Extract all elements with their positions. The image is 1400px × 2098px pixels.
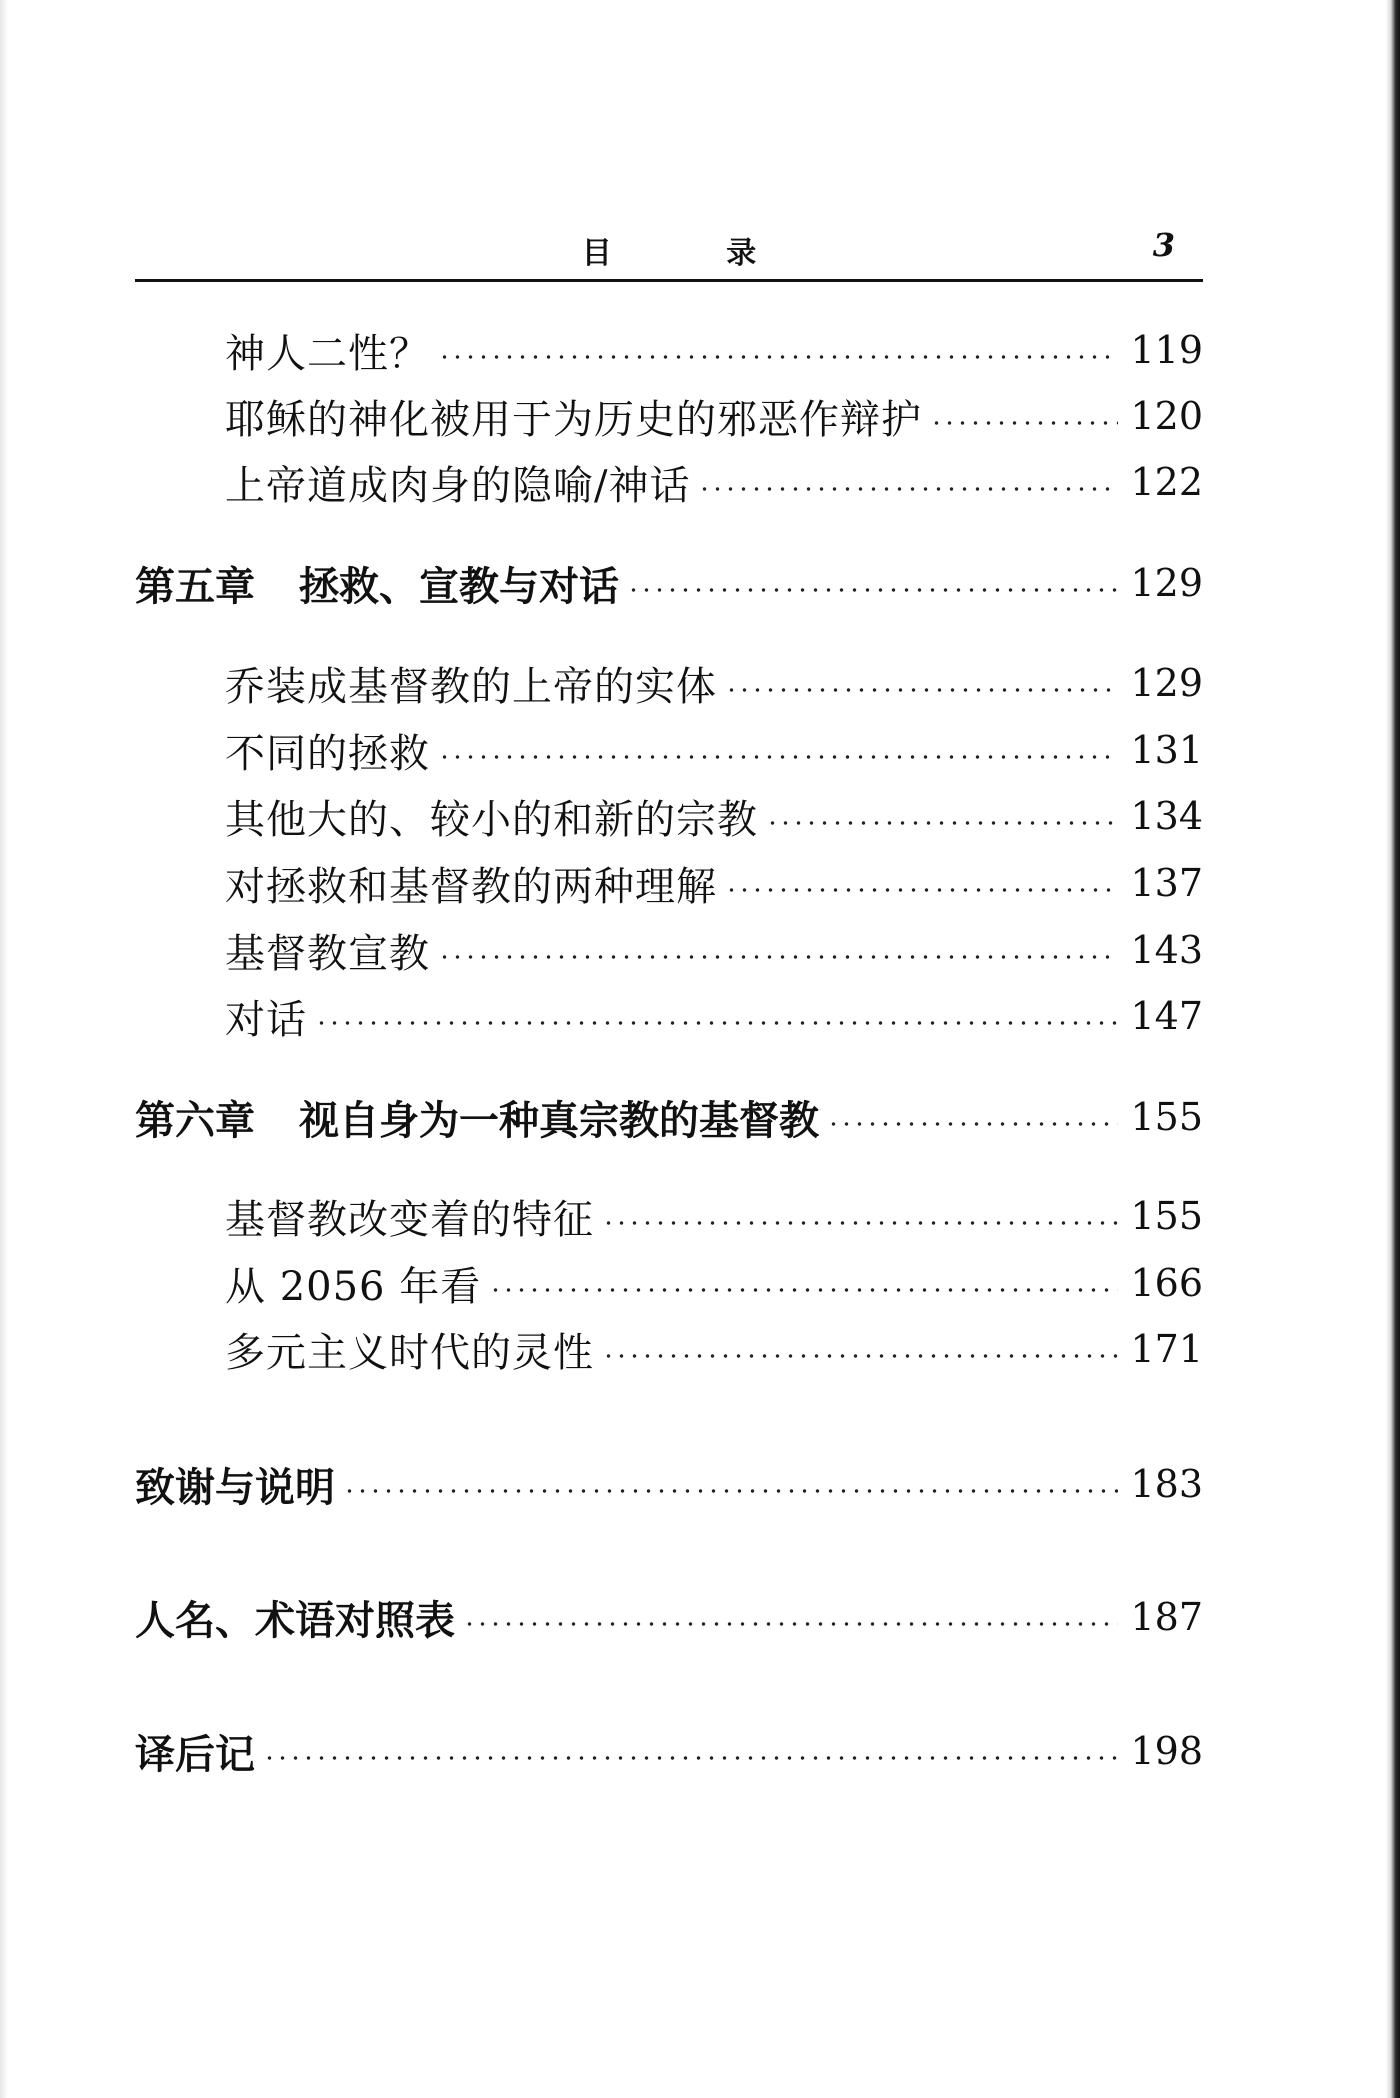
toc-entry[interactable]	[225, 653, 1203, 713]
toc-entry-label: 多元主义时代的灵性	[225, 1329, 594, 1376]
toc-entry-label: 译后记	[135, 1731, 255, 1778]
toc-entry-label: 基督教宣教	[225, 930, 430, 977]
header-rule	[135, 279, 1203, 282]
chapter-title: 拯救、宣教与对话	[299, 563, 619, 610]
toc-entry-page: 129	[1130, 561, 1203, 605]
dot-leader	[698, 486, 1118, 492]
toc-entry[interactable]	[225, 986, 1203, 1046]
toc-entry-label: 神人二性？	[225, 330, 430, 377]
dot-leader	[438, 754, 1118, 760]
page-right-edge	[1386, 0, 1400, 2098]
dot-leader	[930, 420, 1118, 426]
header-page-number: 3	[1152, 226, 1175, 264]
toc-chapter-entry[interactable]	[135, 553, 1203, 613]
dot-leader	[766, 820, 1118, 826]
toc-entry-page: 171	[1130, 1327, 1203, 1371]
dot-leader	[827, 1121, 1118, 1127]
toc-entry[interactable]	[225, 452, 1203, 512]
toc-entry-page: 198	[1130, 1729, 1203, 1773]
toc-entry[interactable]	[225, 386, 1203, 446]
toc-entry-page: 155	[1130, 1194, 1203, 1238]
toc-entry[interactable]	[225, 1319, 1203, 1379]
dot-leader	[315, 1020, 1118, 1026]
toc-entry-page: 187	[1130, 1595, 1203, 1639]
toc-entry-page: 119	[1130, 328, 1203, 372]
toc-entry-page: 143	[1130, 928, 1203, 972]
toc-entry-page: 147	[1130, 994, 1203, 1038]
chapter-number: 第六章	[135, 1097, 255, 1144]
toc-entry-label: 乔装成基督教的上帝的实体	[225, 663, 717, 710]
toc-backmatter-entry[interactable]	[135, 1721, 1203, 1781]
toc-entry-label: 耶稣的神化被用于为历史的邪恶作辩护	[225, 396, 922, 443]
toc-entry-label: 对话	[225, 996, 307, 1043]
toc-backmatter-entry[interactable]	[135, 1454, 1203, 1514]
toc-entry-label: 从 2056 年看	[225, 1263, 482, 1310]
page-left-edge	[0, 0, 8, 2098]
dot-leader	[438, 354, 1118, 360]
toc-backmatter-entry[interactable]	[135, 1587, 1203, 1647]
toc-entry-page: 131	[1130, 728, 1203, 772]
toc-entry-page: 137	[1130, 861, 1203, 905]
toc-chapter-entry[interactable]	[135, 1087, 1203, 1147]
toc-entry-label: 基督教改变着的特征	[225, 1196, 594, 1243]
dot-leader	[627, 587, 1118, 593]
toc-entry-label: 对拯救和基督教的两种理解	[225, 863, 717, 910]
dot-leader	[725, 887, 1118, 893]
toc-entry[interactable]	[225, 1253, 1203, 1313]
dot-leader	[602, 1220, 1118, 1226]
toc-entry-page: 129	[1130, 661, 1203, 705]
toc-entry-page: 122	[1130, 460, 1203, 504]
dot-leader	[343, 1488, 1118, 1494]
toc-entry[interactable]	[225, 720, 1203, 780]
toc-entry-label: 上帝道成肉身的隐喻/神话	[225, 462, 691, 509]
toc-entry[interactable]	[225, 920, 1203, 980]
toc-entry-page: 134	[1130, 794, 1203, 838]
toc-entry[interactable]	[225, 1186, 1203, 1246]
toc-entry-page: 155	[1130, 1095, 1203, 1139]
chapter-number: 第五章	[135, 563, 255, 610]
toc-entry-label: 其他大的、较小的和新的宗教	[225, 796, 758, 843]
toc-entry-label: 致谢与说明	[135, 1464, 335, 1511]
header-title: 目 录	[581, 236, 809, 271]
dot-leader	[463, 1621, 1118, 1627]
chapter-title: 视自身为一种真宗教的基督教	[299, 1097, 819, 1144]
toc-entry-page: 120	[1130, 394, 1203, 438]
toc-entry-label: 人名、术语对照表	[135, 1597, 455, 1644]
toc-entry[interactable]	[225, 853, 1203, 913]
toc-entry-label: 不同的拯救	[225, 730, 430, 777]
toc-entry-page: 166	[1130, 1261, 1203, 1305]
dot-leader	[263, 1755, 1118, 1761]
dot-leader	[725, 687, 1118, 693]
dot-leader	[489, 1287, 1118, 1293]
toc-entry-page: 183	[1130, 1462, 1203, 1506]
page-header	[135, 220, 1203, 280]
toc-entry[interactable]	[225, 320, 1203, 380]
toc-entry[interactable]	[225, 786, 1203, 846]
dot-leader	[602, 1353, 1118, 1359]
dot-leader	[438, 954, 1118, 960]
